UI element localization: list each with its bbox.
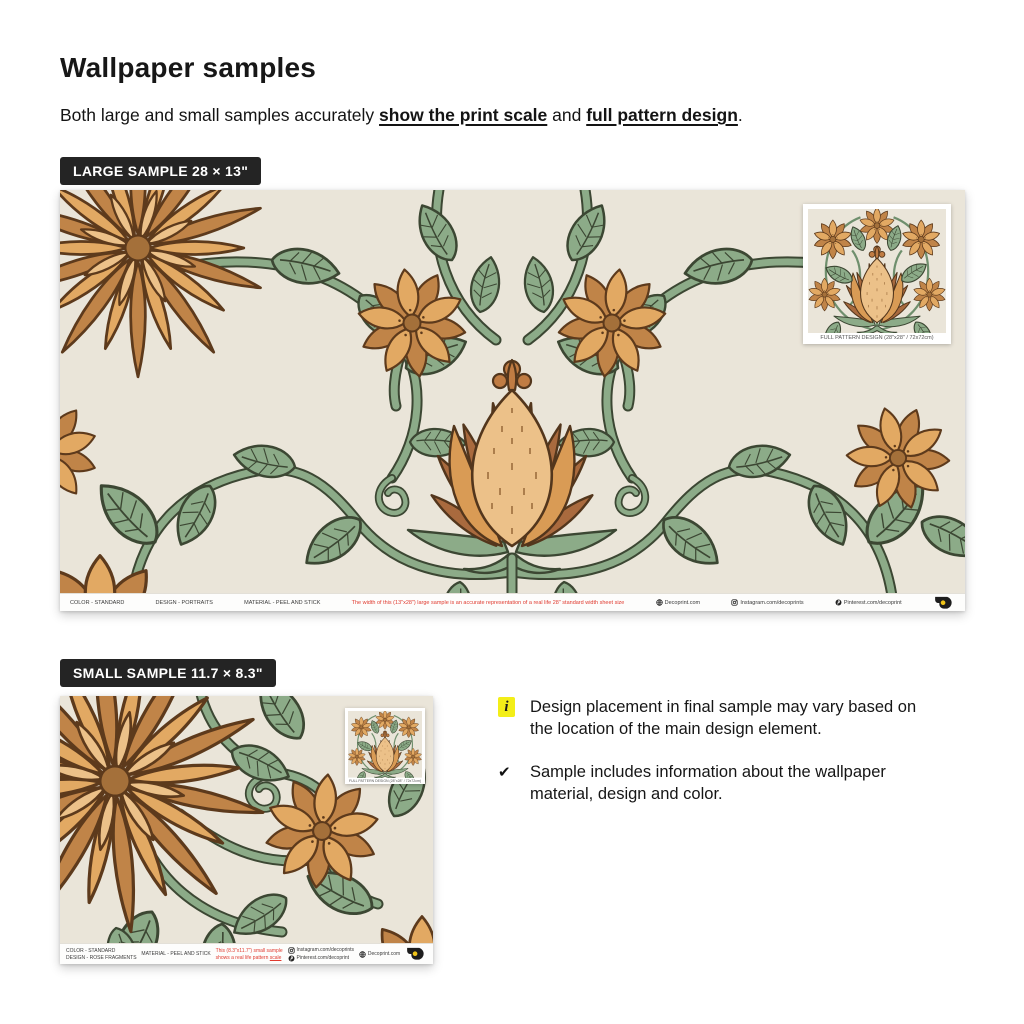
small-sample-badge: SMALL SAMPLE 11.7 × 8.3" xyxy=(60,659,276,687)
footer-website xyxy=(656,599,700,606)
inset-caption: FULL PATTERN DESIGN (28"x28" / 72x72cm) xyxy=(348,778,422,783)
website-url: Decoprint.com xyxy=(367,951,401,957)
subtitle-text: . xyxy=(737,105,743,125)
large-sample-footer xyxy=(60,593,965,611)
pinterest-icon xyxy=(835,599,842,606)
pinterest-url: Pinterest.com/decoprint xyxy=(843,599,902,606)
link-pattern-design[interactable]: full pattern design xyxy=(586,105,738,125)
decoprint-logo xyxy=(405,947,427,961)
footer-instagram xyxy=(731,599,803,606)
pinterest-url: Pinterest.com/decoprint xyxy=(296,955,350,961)
footer-material-label: MATERIAL - PEEL AND STICK xyxy=(141,951,211,957)
check-icon: ✔ xyxy=(498,762,511,781)
footer-color-design xyxy=(66,948,137,961)
full-pattern-thumbnail xyxy=(808,209,946,333)
small-sample-image xyxy=(60,696,433,964)
website-url: Decoprint.com xyxy=(664,599,701,606)
footer-social xyxy=(288,947,355,962)
footer-pinterest xyxy=(288,955,355,962)
note-text: Sample includes information about the wallpaper material, design and color. xyxy=(530,762,886,803)
footer-pinterest xyxy=(835,599,902,606)
large-sample-badge: LARGE SAMPLE 28 × 13" xyxy=(60,157,261,185)
instagram-icon xyxy=(288,947,295,954)
subtitle-text: and xyxy=(547,105,587,125)
footer-color-label: COLOR - STANDARD xyxy=(66,947,116,954)
large-sample-image xyxy=(60,190,965,611)
footer-material-label: MATERIAL - PEEL AND STICK xyxy=(244,599,321,606)
scale-note-line1: This (8.3"x11.7") small sample xyxy=(215,947,283,954)
full-pattern-thumbnail xyxy=(348,711,422,778)
link-print-scale[interactable]: show the print scale xyxy=(379,105,548,125)
notes-list xyxy=(498,697,945,827)
note-sample-info xyxy=(498,762,945,806)
subtitle-text: Both large and small samples accurately xyxy=(60,105,380,125)
footer-scale-note xyxy=(216,948,283,961)
footer-instagram xyxy=(288,947,355,954)
instagram-icon xyxy=(731,599,738,606)
page-title: Wallpaper samples xyxy=(60,52,317,83)
pinterest-icon xyxy=(288,955,295,962)
info-icon: i xyxy=(498,697,515,717)
footer-website xyxy=(359,951,400,958)
instagram-url: Instagram.com/decoprints xyxy=(740,599,804,606)
note-design-placement xyxy=(498,697,945,741)
inset-caption: FULL PATTERN DESIGN (28"x28" / 72x72cm) xyxy=(820,335,934,342)
note-text: Design placement in final sample may vary based on the location of the main design element. xyxy=(530,698,917,738)
scale-note-line2: shows a real life pattern scale xyxy=(215,954,282,961)
small-sample-footer xyxy=(60,943,433,964)
decoprint-logo xyxy=(933,596,955,610)
globe-icon xyxy=(359,951,366,958)
globe-icon xyxy=(656,599,663,606)
full-pattern-inset xyxy=(803,204,951,344)
subtitle xyxy=(60,105,743,126)
footer-design-label: DESIGN - ROSE FRAGMENTS xyxy=(66,954,137,961)
footer-design-label: DESIGN - PORTRAITS xyxy=(155,599,213,606)
instagram-url: Instagram.com/decoprints xyxy=(296,947,355,953)
footer-scale-note: The width of this (13"x28") large sample is an accurate representation of a real life 28" standard width sheet size xyxy=(351,599,625,606)
footer-color-label: COLOR - STANDARD xyxy=(70,599,125,606)
full-pattern-inset xyxy=(345,708,425,784)
